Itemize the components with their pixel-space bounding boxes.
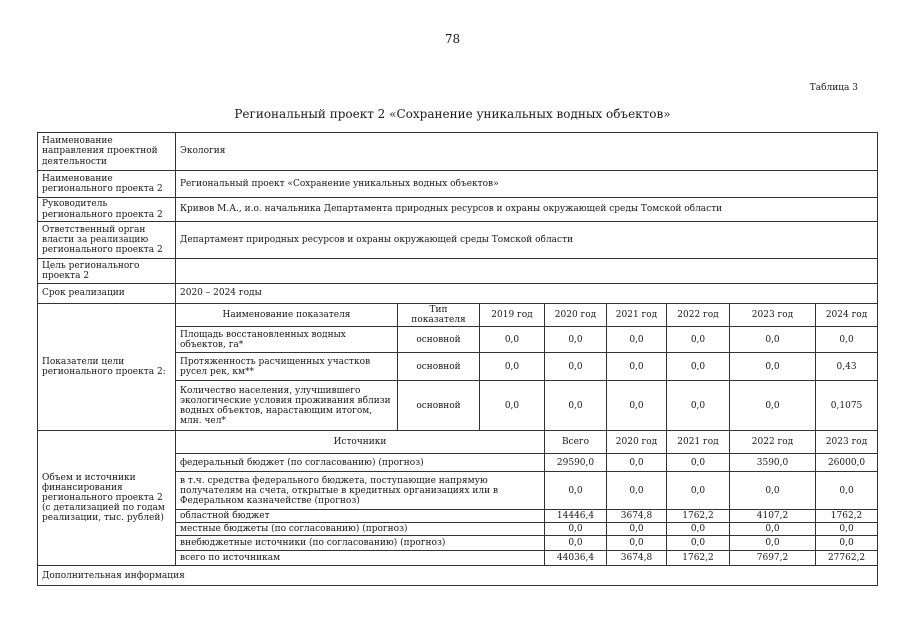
- indicator-value: 0,0: [607, 353, 667, 381]
- financing-value: 0,0: [607, 536, 667, 551]
- financing-header: 2020 год: [607, 431, 667, 454]
- indicator-type: основной: [398, 327, 480, 353]
- info-row-direction: [38, 133, 878, 171]
- financing-value: 0,0: [730, 536, 816, 551]
- financing-header: Всего: [545, 431, 607, 454]
- indicator-value: 0,0: [730, 327, 816, 353]
- indicator-value: 0,0: [667, 381, 730, 431]
- financing-value: 3590,0: [730, 454, 816, 472]
- indicator-value: 0,0: [607, 327, 667, 353]
- indicator-header: 2022 год: [667, 304, 730, 327]
- financing-value: 7697,2: [730, 551, 816, 566]
- financing-value: 0,0: [667, 523, 730, 536]
- financing-source: федеральный бюджет (по согласованию) (прогноз): [176, 454, 545, 472]
- indicator-value: 0,0: [730, 381, 816, 431]
- indicator-header: 2020 год: [545, 304, 607, 327]
- indicator-value: 0,0: [816, 327, 878, 353]
- financing-source: в т.ч. средства федерального бюджета, поступающие напрямую получателям на счета, открытые в кредитных организациях или в Федеральном казначействе (прогноз): [176, 472, 545, 510]
- indicator-name: Площадь восстановленных водных объектов, га*: [176, 327, 398, 353]
- info-row-goal: [38, 259, 878, 284]
- info-value: Экология: [176, 133, 878, 171]
- financing-value: 0,0: [607, 472, 667, 510]
- financing-value: 0,0: [545, 536, 607, 551]
- financing-value: 29590,0: [545, 454, 607, 472]
- financing-value: 1762,2: [667, 510, 730, 523]
- financing-value: 27762,2: [816, 551, 878, 566]
- indicator-value: 0,0: [545, 327, 607, 353]
- financing-value: 0,0: [816, 523, 878, 536]
- financing-value: 3674,8: [607, 551, 667, 566]
- page-number: 78: [444, 32, 461, 46]
- financing-value: 3674,8: [607, 510, 667, 523]
- indicator-type: основной: [398, 381, 480, 431]
- info-label: Срок реализации: [38, 284, 176, 304]
- project-table: [37, 132, 878, 586]
- financing-source: внебюджетные источники (по согласованию) (прогноз): [176, 536, 545, 551]
- info-value: 2020 – 2024 годы: [176, 284, 878, 304]
- financing-value: 0,0: [667, 454, 730, 472]
- financing-value: 0,0: [816, 472, 878, 510]
- financing-value: 1762,2: [816, 510, 878, 523]
- indicator-header: Тип показателя: [398, 304, 480, 327]
- financing-value: 0,0: [730, 472, 816, 510]
- financing-value: 0,0: [607, 454, 667, 472]
- indicator-name: Количество населения, улучшившего экологические условия проживания вблизи водных объектов, нарастающим итогом, млн. чел*: [176, 381, 398, 431]
- info-label: Цель регионального проекта 2: [38, 259, 176, 284]
- indicators-header-row: [38, 304, 878, 327]
- financing-value: 14446,4: [545, 510, 607, 523]
- indicator-value: 0,0: [480, 327, 545, 353]
- financing-header: 2023 год: [816, 431, 878, 454]
- additional-info-row: [38, 566, 878, 586]
- financing-source: областной бюджет: [176, 510, 545, 523]
- info-value: [176, 259, 878, 284]
- info-label: Наименование регионального проекта 2: [38, 171, 176, 198]
- indicator-value: 0,0: [480, 353, 545, 381]
- indicator-value: 0,0: [607, 381, 667, 431]
- financing-header: 2021 год: [667, 431, 730, 454]
- info-value: Кривов М.А., и.о. начальника Департамента природных ресурсов и охраны окружающей среды Томской области: [176, 198, 878, 222]
- indicator-value: 0,0: [480, 381, 545, 431]
- financing-value: 0,0: [607, 523, 667, 536]
- financing-value: 0,0: [545, 523, 607, 536]
- financing-value: 0,0: [730, 523, 816, 536]
- financing-value: 0,0: [667, 536, 730, 551]
- indicator-value: 0,43: [816, 353, 878, 381]
- indicators-label: Показатели цели регионального проекта 2:: [38, 304, 176, 431]
- financing-value: 0,0: [667, 472, 730, 510]
- info-row-project-name: [38, 171, 878, 198]
- financing-value: 44036,4: [545, 551, 607, 566]
- indicator-header: 2023 год: [730, 304, 816, 327]
- info-label: Ответственный орган власти за реализацию регионального проекта 2: [38, 222, 176, 259]
- indicator-value: 0,0: [730, 353, 816, 381]
- indicator-value: 0,0: [667, 327, 730, 353]
- indicator-value: 0,0: [667, 353, 730, 381]
- financing-header-row: [38, 431, 878, 454]
- indicator-header: 2019 год: [480, 304, 545, 327]
- indicator-value: 0,1075: [816, 381, 878, 431]
- indicator-header: Наименование показателя: [176, 304, 398, 327]
- financing-value: 4107,2: [730, 510, 816, 523]
- additional-info-label: Дополнительная информация: [38, 566, 878, 586]
- doc-title: Региональный проект 2 «Сохранение уникальных водных объектов»: [234, 107, 671, 121]
- financing-value: 0,0: [545, 472, 607, 510]
- indicator-value: 0,0: [545, 353, 607, 381]
- info-value: Департамент природных ресурсов и охраны окружающей среды Томской области: [176, 222, 878, 259]
- indicator-name: Протяженность расчищенных участков русел рек, км**: [176, 353, 398, 381]
- financing-label: Объем и источники финансирования регионального проекта 2 (с детализацией по годам реализации, тыс. рублей): [38, 431, 176, 566]
- financing-value: 26000,0: [816, 454, 878, 472]
- indicator-value: 0,0: [545, 381, 607, 431]
- table-label: Таблица 3: [809, 83, 858, 93]
- info-label: Руководитель регионального проекта 2: [38, 198, 176, 222]
- info-row-term: [38, 284, 878, 304]
- indicator-header: 2024 год: [816, 304, 878, 327]
- info-row-head: [38, 198, 878, 222]
- info-label: Наименование направления проектной деятельности: [38, 133, 176, 171]
- info-value: Региональный проект «Сохранение уникальных водных объектов»: [176, 171, 878, 198]
- financing-source: всего по источникам: [176, 551, 545, 566]
- indicator-header: 2021 год: [607, 304, 667, 327]
- info-row-body: [38, 222, 878, 259]
- indicator-type: основной: [398, 353, 480, 381]
- financing-header: Источники: [176, 431, 545, 454]
- financing-value: 1762,2: [667, 551, 730, 566]
- financing-header: 2022 год: [730, 431, 816, 454]
- financing-source: местные бюджеты (по согласованию) (прогноз): [176, 523, 545, 536]
- financing-value: 0,0: [816, 536, 878, 551]
